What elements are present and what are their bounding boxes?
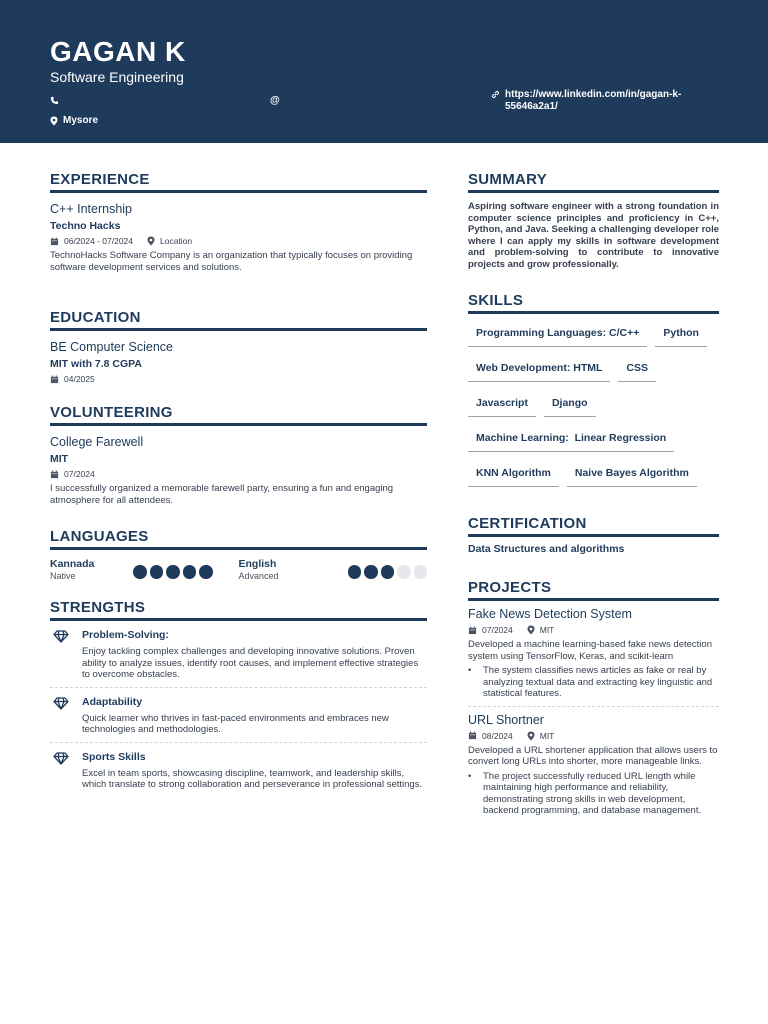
- rating-dot-filled: [199, 565, 213, 579]
- calendar-icon: [50, 470, 59, 479]
- skill-tag: Machine Learning: Linear Regression: [468, 425, 674, 452]
- experience-role: C++ Internship: [50, 202, 132, 216]
- strength-title: Sports Skills: [82, 750, 146, 763]
- project-location: MIT: [539, 730, 555, 741]
- project-date: 08/2024: [482, 730, 513, 741]
- language-item: [239, 558, 428, 581]
- skill-tag: Web Development: HTML: [468, 355, 610, 382]
- summary-section: [468, 171, 719, 270]
- experience-location: Location: [160, 236, 193, 246]
- strength-item: [50, 688, 427, 743]
- project-item: [468, 713, 719, 817]
- calendar-icon: [50, 375, 59, 384]
- project-description: Developed a machine learning-based fake news detection system using TensorFlow, Keras, and scikit-learn: [468, 639, 712, 662]
- experience-heading: EXPERIENCE: [50, 171, 427, 193]
- projects-heading: PROJECTS: [468, 579, 719, 601]
- skills-section: [468, 292, 719, 495]
- language-level: Native: [50, 571, 76, 581]
- email-text: @: [270, 95, 280, 106]
- volunteering-description: I successfully organized a memorable farewell party, ensuring a fun and engaging atmosphere for all attendees.: [50, 483, 394, 506]
- rating-dot-empty: [414, 565, 428, 579]
- skill-tag: Django: [544, 390, 596, 417]
- rating-dot-filled: [364, 565, 378, 579]
- language-name: English: [238, 558, 277, 570]
- certification-heading: CERTIFICATION: [468, 515, 719, 537]
- languages-section: [50, 528, 427, 581]
- education-section: [50, 309, 427, 384]
- rating-dot-empty: [397, 565, 411, 579]
- language-rating: [348, 565, 428, 581]
- project-item: [468, 607, 719, 707]
- project-meta: [468, 625, 719, 635]
- link-icon: [491, 90, 500, 99]
- strength-title: Adaptability: [82, 695, 143, 708]
- experience-description: TechnoHacks Software Company is an organization that typically focuses on providing software development services and solutions.: [50, 250, 413, 273]
- certification-section: [468, 515, 719, 555]
- summary-text: Aspiring software engineer with a strong foundation in computer science principles and proficiency in C++, Python, and Java. Seeking a challenging developer role where I can apply my skills in software development and problem-solving to contribute to innovative projects and grow professionally.: [468, 201, 719, 270]
- skills-heading: SKILLS: [468, 292, 719, 314]
- experience-company: Techno Hacks: [50, 220, 121, 232]
- location-text: Mysore: [63, 115, 99, 126]
- project-location: MIT: [539, 625, 555, 635]
- experience-meta: [50, 236, 427, 246]
- experience-section: [50, 171, 427, 273]
- language-name: Kannada: [50, 558, 95, 570]
- map-pin-icon: [527, 731, 535, 741]
- education-heading: EDUCATION: [50, 309, 427, 331]
- project-date: 07/2024: [482, 625, 513, 635]
- education-degree: BE Computer Science: [50, 340, 173, 354]
- summary-heading: SUMMARY: [468, 171, 719, 193]
- rating-dot-filled: [183, 565, 197, 579]
- location-contact: [50, 115, 98, 127]
- experience-dates: 06/2024 - 07/2024: [64, 236, 134, 246]
- skill-tag: Naive Bayes Algorithm: [567, 460, 697, 487]
- skill-tag: Javascript: [468, 390, 536, 417]
- candidate-name: GAGAN K: [50, 36, 186, 67]
- language-item: [50, 558, 239, 581]
- strengths-heading: STRENGTHS: [50, 599, 427, 621]
- volunteering-heading: VOLUNTEERING: [50, 404, 427, 426]
- right-column: [468, 171, 719, 817]
- resume-header: [0, 0, 768, 143]
- linkedin-text: https://www.linkedin.com/in/gagan-k-55646a2a1/: [505, 89, 682, 112]
- linkedin-contact[interactable]: [491, 89, 711, 113]
- project-name: Fake News Detection System: [468, 607, 632, 621]
- projects-section: [468, 579, 719, 817]
- calendar-icon: [468, 731, 477, 740]
- skill-tag: KNN Algorithm: [468, 460, 559, 487]
- calendar-icon: [468, 626, 477, 635]
- left-column: [50, 171, 427, 797]
- diamond-icon: [53, 697, 69, 710]
- strength-item: [50, 621, 427, 688]
- project-bullet: • The project successfully reduced URL length while maintaining high performance and reliability, demonstrating strong skills in web development, backend programming, and database management.: [468, 771, 719, 817]
- candidate-role: Software Engineering: [50, 69, 184, 85]
- project-meta: [468, 731, 719, 741]
- strengths-section: [50, 599, 427, 797]
- map-pin-icon: [527, 625, 535, 635]
- calendar-icon: [50, 237, 59, 246]
- diamond-icon: [53, 630, 69, 643]
- skill-tag: CSS: [618, 355, 656, 382]
- volunteering-role: College Farewell: [50, 435, 144, 449]
- language-rating: [133, 565, 213, 581]
- certification-item: Data Structures and algorithms: [468, 543, 625, 555]
- rating-dot-filled: [381, 565, 395, 579]
- volunteering-org: MIT: [50, 453, 69, 465]
- volunteering-meta: [50, 469, 427, 479]
- project-bullet: • The system classifies news articles as fake or real by analyzing textual data and extracting key linguistic and statistical features.: [468, 665, 719, 700]
- phone-contact[interactable]: [50, 95, 64, 105]
- strength-item: [50, 743, 427, 797]
- strength-description: Excel in team sports, showcasing discipline, teamwork, and leadership skills, which translate to strong collaboration and perseverance in professional settings.: [82, 767, 423, 790]
- email-contact[interactable]: [270, 95, 280, 107]
- education-date: 04/2025: [64, 374, 95, 384]
- rating-dot-filled: [150, 565, 164, 579]
- project-description: Developed a URL shortener application that allows users to convert long URLs into shorter, more manageable links.: [468, 744, 718, 767]
- education-school: MIT with 7.8 CGPA: [50, 358, 142, 370]
- project-name: URL Shortner: [468, 712, 544, 727]
- rating-dot-filled: [348, 565, 362, 579]
- education-meta: [50, 374, 427, 384]
- skill-tag: Python: [655, 320, 707, 347]
- rating-dot-filled: [133, 565, 147, 579]
- strength-description: Quick learner who thrives in fast-paced environments and embraces new technologies and methodologies.: [82, 712, 389, 735]
- diamond-icon: [53, 752, 69, 765]
- rating-dot-filled: [166, 565, 180, 579]
- map-pin-icon: [147, 236, 155, 246]
- language-level: Advanced: [238, 571, 279, 581]
- map-pin-icon: [50, 116, 58, 126]
- volunteering-section: [50, 404, 427, 506]
- strength-title: Problem-Solving:: [82, 629, 169, 641]
- phone-icon: [50, 96, 59, 105]
- skill-tag: Programming Languages: C/C++: [468, 320, 647, 347]
- strength-description: Enjoy tackling complex challenges and developing innovative solutions. Proven ability to analyze issues, identify root causes, and implement effective strategies to overcome obstacles.: [82, 646, 419, 680]
- languages-heading: LANGUAGES: [50, 528, 427, 550]
- volunteering-date: 07/2024: [64, 469, 95, 479]
